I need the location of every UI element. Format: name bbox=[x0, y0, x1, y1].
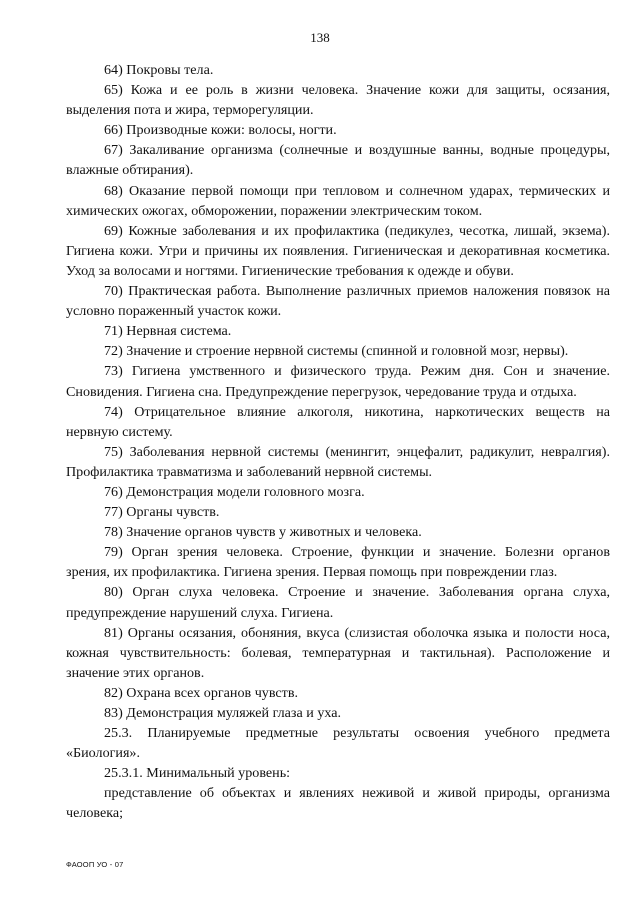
footer-code: ФАООП УО - 07 bbox=[66, 860, 124, 869]
paragraph: 66) Производные кожи: волосы, ногти. bbox=[104, 122, 337, 139]
paragraph: 74) Отрицательное влияние алкоголя, никотина, наркотических веществ на нервную систему. bbox=[66, 403, 610, 440]
paragraph: 73) Гигиена умственного и физического труда. Режим дня. Сон и значение. Сновидения. Гигиена сна. Предупреждение перегрузок, чередование труда и отдыха. bbox=[66, 363, 610, 400]
paragraph: 82) Охрана всех органов чувств. bbox=[104, 684, 298, 701]
page-number: 138 bbox=[310, 30, 330, 45]
paragraph: 70) Практическая работа. Выполнение различных приемов наложения повязок на условно пораженный участок кожи. bbox=[66, 283, 610, 320]
document-body bbox=[66, 60, 610, 824]
paragraph: 72) Значение и строение нервной системы (спинной и головной мозг, нервы). bbox=[104, 343, 569, 360]
paragraph: 77) Органы чувств. bbox=[104, 504, 220, 521]
paragraph: 81) Органы осязания, обоняния, вкуса (слизистая оболочка языка и полости носа, кожная чувствительность: болевая, температурная и тактильная). Расположение и значение этих органов. bbox=[66, 624, 610, 681]
paragraph: 80) Орган слуха человека. Строение и значение. Заболевания органа слуха, предупреждение нарушений слуха. Гигиена. bbox=[66, 584, 610, 621]
paragraph: 78) Значение органов чувств у животных и человека. bbox=[104, 524, 422, 541]
paragraph: 79) Орган зрения человека. Строение, функции и значение. Болезни органов зрения, их профилактика. Гигиена зрения. Первая помощь при повреждении глаз. bbox=[66, 544, 610, 581]
paragraph: представление об объектах и явлениях неживой и живой природы, организма человека; bbox=[66, 785, 610, 822]
section-heading: 25.3. Планируемые предметные результаты освоения учебного предмета «Биология». bbox=[66, 725, 610, 762]
paragraph: 67) Закаливание организма (солнечные и воздушные ванны, водные процедуры, влажные обтирания). bbox=[66, 142, 610, 179]
paragraph: 65) Кожа и ее роль в жизни человека. Значение кожи для защиты, осязания, выделения пота и жира, терморегуляции. bbox=[66, 82, 610, 119]
paragraph: 64) Покровы тела. bbox=[104, 62, 214, 78]
subsection-heading: 25.3.1. Минимальный уровень: bbox=[104, 765, 291, 782]
paragraph: 71) Нервная система. bbox=[104, 323, 232, 340]
paragraph: 68) Оказание первой помощи при тепловом и солнечном ударах, термических и химических ожогах, обморожении, поражении электрическим током. bbox=[66, 182, 610, 219]
paragraph: 75) Заболевания нервной системы (менингит, энцефалит, радикулит, невралгия). Профилактика травматизма и заболеваний нервной системы. bbox=[66, 443, 610, 480]
paragraph: 76) Демонстрация модели головного мозга. bbox=[104, 483, 365, 500]
paragraph: 83) Демонстрация муляжей глаза и уха. bbox=[104, 705, 342, 721]
paragraph: 69) Кожные заболевания и их профилактика (педикулез, чесотка, лишай, экзема). Гигиена кожи. Угри и причины их появления. Гигиеническая и декоративная косметика. Уход за волосами и ногтями. Гигиенические требования к одежде и обуви. bbox=[66, 222, 610, 279]
